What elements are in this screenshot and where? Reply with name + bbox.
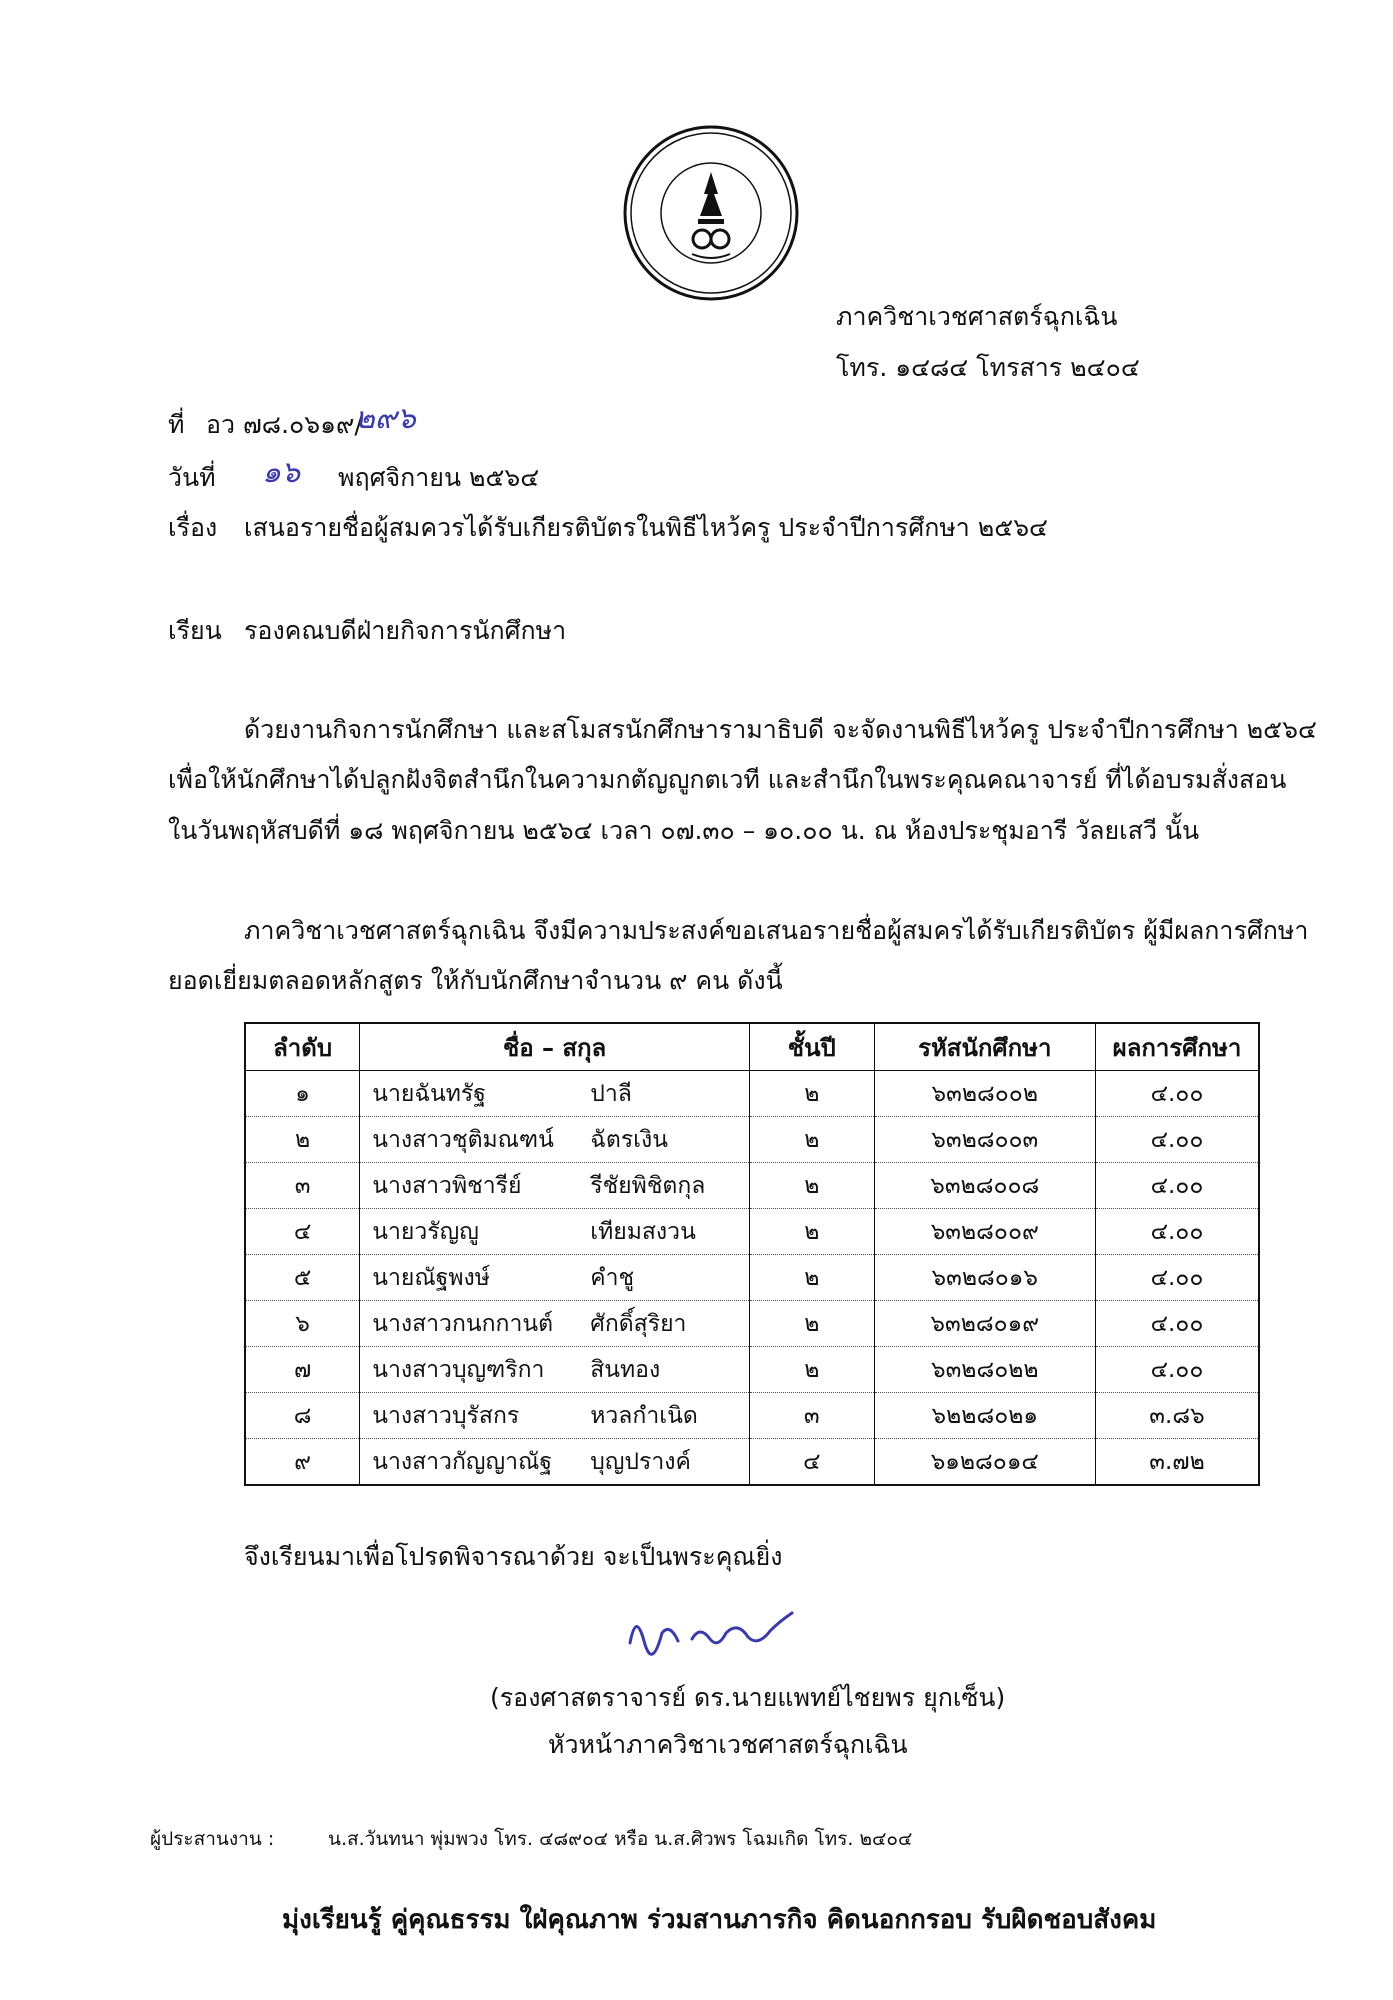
given-name: นางสาวกนกกานต์ bbox=[372, 1310, 554, 1337]
row-student-id: ๖๑๒๘๐๑๔ bbox=[874, 1439, 1095, 1486]
table-row bbox=[245, 1347, 1259, 1393]
row-gpa: ๔.๐๐ bbox=[1095, 1347, 1259, 1393]
row-gpa: ๓.๗๒ bbox=[1095, 1439, 1259, 1486]
para1-line2: เพื่อให้นักศึกษาได้ปลูกฝังจิตสำนึกในความกตัญญูกตเวที และสำนึกในพระคุณคณาจารย์ ที่ได้อบรมสั่งสอน bbox=[168, 765, 1287, 794]
table-row bbox=[245, 1163, 1259, 1209]
family-name: คำชู bbox=[590, 1264, 635, 1291]
given-name: นายวรัญญู bbox=[372, 1218, 479, 1245]
row-no: ๗ bbox=[245, 1347, 360, 1393]
department-phone: โทร. ๑๔๘๔ โทรสาร ๒๔๐๔ bbox=[836, 353, 1140, 382]
row-gpa: ๔.๐๐ bbox=[1095, 1255, 1259, 1301]
row-year: ๒ bbox=[750, 1163, 875, 1209]
subject-value: เสนอรายชื่อผู้สมควรได้รับเกียรติบัตรในพิธีไหว้ครู ประจำปีการศึกษา ๒๕๖๔ bbox=[244, 513, 1048, 542]
row-year: ๔ bbox=[750, 1439, 875, 1486]
row-gpa: ๔.๐๐ bbox=[1095, 1209, 1259, 1255]
signature bbox=[622, 1603, 802, 1663]
row-student-id: ๖๓๒๘๐๐๙ bbox=[874, 1209, 1095, 1255]
date-value: พฤศจิกายน ๒๕๖๔ bbox=[338, 463, 540, 492]
table-row bbox=[245, 1255, 1259, 1301]
given-name: นางสาวบุรัสกร bbox=[372, 1402, 520, 1429]
col-header-gpa: ผลการศึกษา bbox=[1095, 1023, 1259, 1071]
table-row bbox=[245, 1209, 1259, 1255]
row-no: ๖ bbox=[245, 1301, 360, 1347]
family-name: รีชัยพิชิตกุล bbox=[590, 1172, 706, 1199]
table-row bbox=[245, 1117, 1259, 1163]
row-name bbox=[360, 1439, 750, 1486]
col-header-no: ลำดับ bbox=[245, 1023, 360, 1071]
row-year: ๒ bbox=[750, 1117, 875, 1163]
row-student-id: ๖๓๒๘๐๐๒ bbox=[874, 1071, 1095, 1117]
subject-label: เรื่อง bbox=[168, 513, 218, 542]
table-row bbox=[245, 1071, 1259, 1117]
row-name bbox=[360, 1071, 750, 1117]
row-student-id: ๖๓๒๘๐๒๒ bbox=[874, 1347, 1095, 1393]
family-name: บุญปรางค์ bbox=[590, 1448, 691, 1475]
to-label: เรียน bbox=[168, 616, 222, 645]
row-gpa: ๓.๘๖ bbox=[1095, 1393, 1259, 1439]
given-name: นายฉันทรัฐ bbox=[372, 1080, 486, 1107]
row-student-id: ๖๓๒๘๐๑๖ bbox=[874, 1255, 1095, 1301]
signer-name: (รองศาสตราจารย์ ดร.นายแพทย์ไชยพร ยุกเซ็น) bbox=[490, 1683, 1006, 1712]
row-gpa: ๔.๐๐ bbox=[1095, 1117, 1259, 1163]
given-name: นางสาวกัญญาณัฐ bbox=[372, 1448, 553, 1475]
row-gpa: ๔.๐๐ bbox=[1095, 1071, 1259, 1117]
row-year: ๒ bbox=[750, 1071, 875, 1117]
family-name: ศักดิ์สุริยา bbox=[590, 1310, 687, 1337]
col-header-id: รหัสนักศึกษา bbox=[874, 1023, 1095, 1071]
row-name bbox=[360, 1117, 750, 1163]
student-table bbox=[244, 1022, 1260, 1486]
university-motto: มุ่งเรียนรู้ คู่คุณธรรม ใฝ่คุณภาพ ร่วมสานภารกิจ คิดนอกกรอบ รับผิดชอบสังคม bbox=[282, 1905, 1157, 1935]
para1-line3: ในวันพฤหัสบดีที่ ๑๘ พฤศจิกายน ๒๕๖๔ เวลา ๐๗.๓๐ – ๑๐.๐๐ น. ณ ห้องประชุมอารี วัลยเสวี นั้น bbox=[168, 816, 1200, 845]
row-name bbox=[360, 1301, 750, 1347]
to-value: รองคณบดีฝ่ายกิจการนักศึกษา bbox=[244, 616, 567, 645]
row-student-id: ๖๒๒๘๐๒๑ bbox=[874, 1393, 1095, 1439]
para2-line2: ยอดเยี่ยมตลอดหลักสูตร ให้กับนักศึกษาจำนวน ๙ คน ดังนี้ bbox=[168, 966, 783, 995]
family-name: หวลกำเนิด bbox=[590, 1402, 698, 1429]
table-header-row bbox=[245, 1023, 1259, 1071]
row-year: ๒ bbox=[750, 1209, 875, 1255]
row-no: ๓ bbox=[245, 1163, 360, 1209]
row-name bbox=[360, 1255, 750, 1301]
ref-handwritten: ๒๙๖ bbox=[355, 401, 416, 436]
signer-title: หัวหน้าภาควิชาเวชศาสตร์ฉุกเฉิน bbox=[548, 1730, 908, 1759]
given-name: นายณัฐพงษ์ bbox=[372, 1264, 490, 1291]
row-no: ๙ bbox=[245, 1439, 360, 1486]
row-name bbox=[360, 1347, 750, 1393]
ref-label: ที่ bbox=[168, 410, 185, 439]
row-no: ๔ bbox=[245, 1209, 360, 1255]
coordinator-contacts: น.ส.วันทนา พุ่มพวง โทร. ๔๘๙๐๔ หรือ น.ส.ศิวพร โฉมเกิด โทร. ๒๔๐๔ bbox=[328, 1828, 913, 1850]
row-name bbox=[360, 1393, 750, 1439]
closing-text: จึงเรียนมาเพื่อโปรดพิจารณาด้วย จะเป็นพระคุณยิ่ง bbox=[244, 1542, 783, 1571]
given-name: นางสาวบุญฑริกา bbox=[372, 1356, 545, 1383]
row-no: ๑ bbox=[245, 1071, 360, 1117]
date-label: วันที่ bbox=[168, 463, 216, 492]
row-no: ๘ bbox=[245, 1393, 360, 1439]
family-name: ปาลี bbox=[590, 1080, 632, 1107]
table-row bbox=[245, 1439, 1259, 1486]
ref-number: อว ๗๘.๐๖๑๙/ bbox=[206, 410, 363, 439]
col-header-name: ชื่อ – สกุล bbox=[360, 1023, 750, 1071]
row-gpa: ๔.๐๐ bbox=[1095, 1163, 1259, 1209]
coordinator-label: ผู้ประสานงาน : bbox=[150, 1828, 275, 1850]
row-year: ๒ bbox=[750, 1301, 875, 1347]
row-student-id: ๖๓๒๘๐๐๘ bbox=[874, 1163, 1095, 1209]
row-gpa: ๔.๐๐ bbox=[1095, 1301, 1259, 1347]
para2-line1: ภาควิชาเวชศาสตร์ฉุกเฉิน จึงมีความประสงค์ขอเสนอรายชื่อผู้สมครได้รับเกียรติบัตร ผู้มีผลการศึกษา bbox=[244, 916, 1309, 945]
table-row bbox=[245, 1393, 1259, 1439]
row-name bbox=[360, 1209, 750, 1255]
row-year: ๒ bbox=[750, 1255, 875, 1301]
university-seal bbox=[622, 124, 800, 302]
given-name: นางสาวชุติมณฑน์ bbox=[372, 1126, 554, 1153]
row-student-id: ๖๓๒๘๐๑๙ bbox=[874, 1301, 1095, 1347]
department-name: ภาควิชาเวชศาสตร์ฉุกเฉิน bbox=[836, 302, 1118, 331]
para1-line1: ด้วยงานกิจการนักศึกษา และสโมสรนักศึกษารามาธิบดี จะจัดงานพิธีไหว้ครู ประจำปีการศึกษา ๒๕๖๔ bbox=[244, 715, 1317, 744]
row-no: ๒ bbox=[245, 1117, 360, 1163]
col-header-year: ชั้นปี bbox=[750, 1023, 875, 1071]
table-row bbox=[245, 1301, 1259, 1347]
row-no: ๕ bbox=[245, 1255, 360, 1301]
family-name: เทียมสงวน bbox=[590, 1218, 696, 1245]
row-student-id: ๖๓๒๘๐๐๓ bbox=[874, 1117, 1095, 1163]
row-name bbox=[360, 1163, 750, 1209]
family-name: ฉัตรเงิน bbox=[590, 1126, 668, 1153]
row-year: ๓ bbox=[750, 1393, 875, 1439]
family-name: สินทอง bbox=[590, 1356, 661, 1383]
date-handwritten: ๑๖ bbox=[262, 455, 301, 490]
row-year: ๒ bbox=[750, 1347, 875, 1393]
given-name: นางสาวพิชารีย์ bbox=[372, 1172, 522, 1199]
